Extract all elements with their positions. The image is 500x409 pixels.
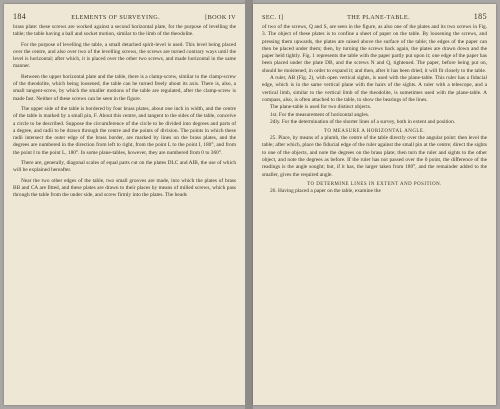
left-page xyxy=(4,4,245,405)
paragraph: A ruler, AB (Fig. 2), with open vertical sights, is used with the plane-table. This ruler has a fiducial edge, which is in the same vertical plane with the hairs of the sights. A ruler with a telescope, and a vertical limb, similar to the vertical limb of the theodolite, is sometimes used with the plane-table. A compass, also, is often attached to the table, to show the bearings of the lines. xyxy=(262,75,487,103)
left-page-number: 184 xyxy=(13,12,27,21)
paragraph: The plane-table is used for two distinct objects. xyxy=(270,104,372,111)
right-page xyxy=(253,4,496,405)
right-running-head xyxy=(262,12,487,21)
paragraph: The upper side of the table is bordered by four brass plates, about one inch in width, and the centre of the table is marked by a small pin, F. About this centre, and tangent to the sides of the table, conceive a circle to be described. Suppose the circumference of the circle to be divided into degrees and parts of a degree, and radii to be drawn through the centre and the points of division. The points in which these radii intersect the outer edge of the brass border, are marked by lines on the brass plates, and the degrees are numbered in the direction from left to right, from the point L to the point I, 180°, and from the point I to the point L, 180°. In some plane-tables, however, they are numbered from 0 to 360°. xyxy=(13,105,236,156)
left-page-body xyxy=(13,24,236,200)
paragraph: 25. Place, by means of a plumb, the centre of the table directly over the angular point: then level the table; after which, place the fiducial edge of the ruler against the small pin at the centre; direct the sights to one of the objects, and note the degrees on the brass plate; then turn the ruler and sights to the other object, and note the degrees as before. If the ruler has not passed over the 0 point, the difference of the readings is the angle sought; but, if it has, the larger taken from 180°, and the remainder added to the smaller, gives the required angle. xyxy=(262,135,487,178)
paragraph: Between the upper horizontal plate and the table, there is a clamp-screw, similar to the clamp-screw of the theodolite, which being loosened, the table can be turned freely about its axis. There is, also, a small tangent-screw, by which the smaller motions of the table are regulated, after the clamp-screw is made fast. Neither of these screws can be seen in the figure. xyxy=(13,73,236,102)
paragraph: There are, generally, diagonal scales of equal parts cut on the plates DLC and AIB, the use of which will be explained hereafter. xyxy=(13,160,236,174)
paragraph: of two of the screws, Q and S, are seen in the figure, as also one of the plates and its two screws in Fig. 3. The object of these plates is to confine a sheet of paper on the table. By loosening the screws, and pressing them upwards, the plates are raised above the surface of the table; the edges of the paper can then be placed under them; then, by turning the screws back again, the plates are drawn down and the paper held tightly. Fig. 1 represents the table with the paper partly put upon it; one edge of the paper has been placed under the plate DB, and the screws N and Q, tightened. The paper, before being put on, should be moistened, in order to expand it; and then, after it has been dried, it will fit closely to the table. xyxy=(262,24,487,74)
section-heading: TO DETERMINE LINES IN EXTENT AND POSITION. xyxy=(307,181,442,187)
left-running-head xyxy=(13,12,236,21)
section-heading: TO MEASURE A HORIZONTAL ANGLE. xyxy=(323,129,426,135)
right-running-title: THE PLANE-TABLE. xyxy=(347,14,411,21)
paragraph: Near the two other edges of the table, two small grooves are made, into which the plates of brass BB and CA are fitted, and these plates are drawn to their places by means of milled screws, which pass through the table from the under side, and screw firmly into the plates. The heads xyxy=(13,177,236,199)
paragraph: 26. Having placed a paper on the table, examine the xyxy=(270,187,381,194)
book-gutter xyxy=(245,0,253,409)
right-section-tag: SEC. I] xyxy=(262,14,284,21)
left-section-tag: [BOOK IV xyxy=(205,14,236,21)
paragraph: 1st. For the measurement of horizontal angles. xyxy=(270,111,370,118)
paragraph: For the purpose of levelling the table, a small detached spirit-level is used. This level being placed over the centre, and also over two of the levelling screws, the screws are turned contrary ways until the level is horizontal; after which, it is placed over the other two screws, and made horizontal in the same manner. xyxy=(13,41,236,70)
paragraph: 2dly. For the determination of the shorter lines of a survey, both in extent and position. xyxy=(270,118,456,125)
left-running-title: ELEMENTS OF SURVEYING. xyxy=(71,14,161,21)
right-page-body xyxy=(262,24,487,195)
right-page-number: 185 xyxy=(473,12,487,21)
paragraph: brass plate: these screws are worked against a second horizontal plate, for the purpose of levelling the table; the table having a ball and socket motion, similar to the limb of the theodolite. xyxy=(13,24,236,38)
